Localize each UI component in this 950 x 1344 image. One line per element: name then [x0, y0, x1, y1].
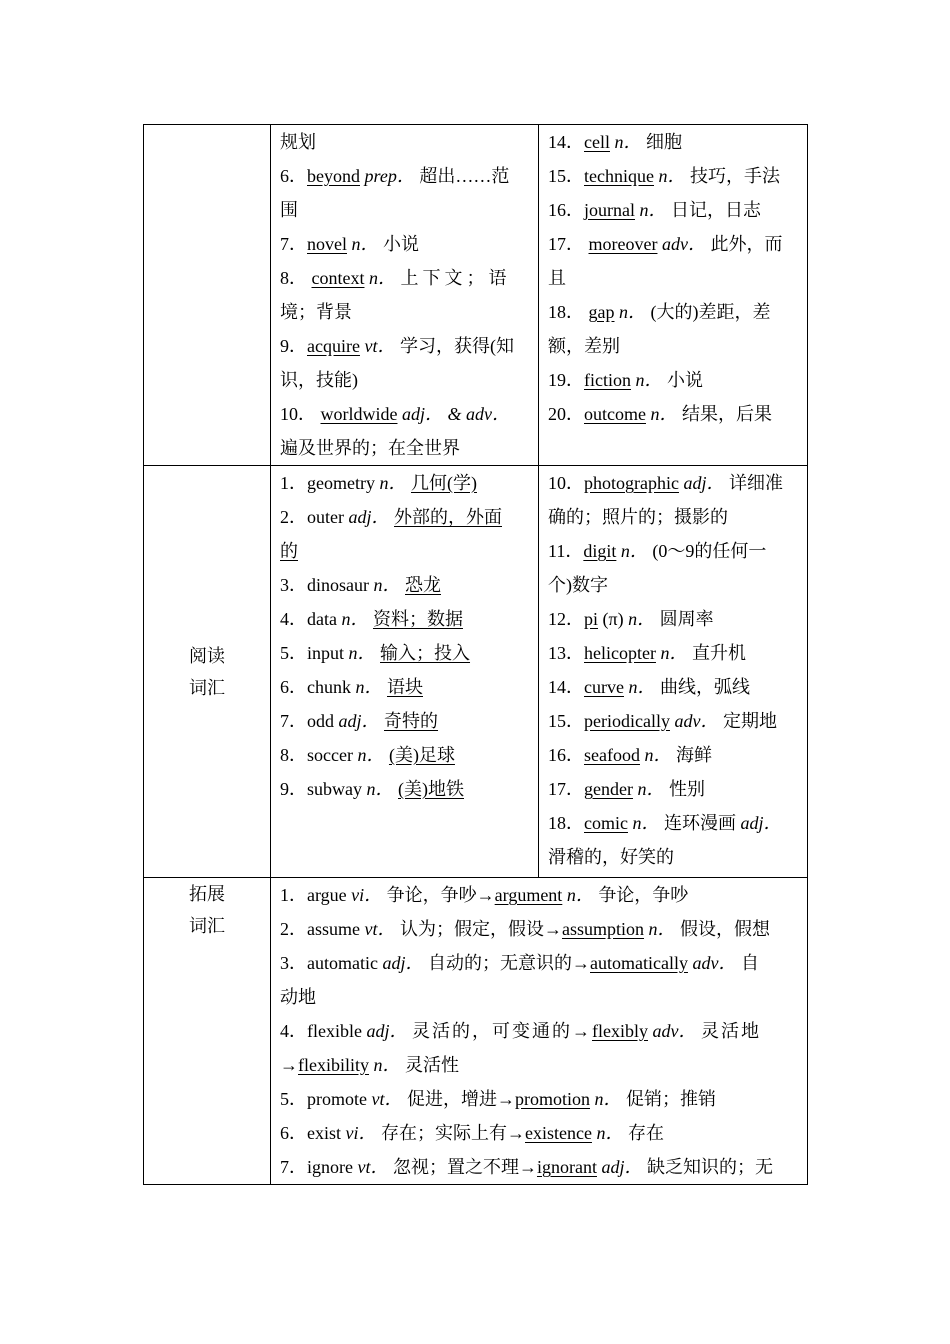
meaning: 学习，获得(知 — [399, 336, 514, 356]
word: context — [311, 268, 365, 288]
meaning: 存在 — [627, 1123, 664, 1143]
list-item — [548, 704, 799, 738]
meaning: 定期地 — [722, 711, 777, 731]
row-label-line: 阅读 — [189, 645, 225, 666]
list-item — [548, 568, 799, 602]
list-item — [548, 329, 799, 363]
word: digit — [583, 541, 617, 561]
list-item — [548, 500, 799, 534]
list-item — [548, 363, 799, 397]
part-of-speech: n． — [620, 541, 648, 561]
part-of-speech: vt． — [371, 1089, 403, 1109]
word: cell — [584, 132, 610, 152]
word: 8．soccer — [280, 745, 353, 765]
row-label-reading-vocab — [144, 466, 271, 878]
word: fiction — [584, 370, 631, 390]
part-of-speech: n． — [644, 745, 672, 765]
part-of-speech: adj． — [683, 473, 725, 493]
item-number: 16． — [548, 200, 584, 220]
list-item — [280, 431, 530, 465]
item-number: 18． — [548, 302, 584, 322]
meaning: 争论，争吵 — [598, 885, 689, 905]
list-item — [280, 772, 530, 806]
vocabulary-table — [143, 124, 808, 1185]
row-label-empty — [144, 125, 271, 466]
meaning: 灵活的，可变通的→ — [412, 1021, 592, 1041]
part-of-speech: vt． — [357, 1157, 389, 1177]
meaning: 连环漫画 — [663, 813, 736, 833]
part-of-speech: n． — [619, 302, 646, 322]
meaning: 小说 — [667, 370, 703, 390]
item-number: 10． — [548, 473, 584, 493]
item-number: 17． — [548, 234, 584, 254]
table-row-core-continued — [144, 125, 808, 466]
item-text: 规划 — [280, 132, 316, 152]
word: gender — [584, 779, 633, 799]
part-of-speech: n． — [566, 885, 594, 905]
part-of-speech: n． — [379, 473, 407, 493]
part-of-speech: adj． — [366, 1021, 408, 1041]
word: moreover — [588, 234, 658, 254]
list-item — [280, 125, 530, 159]
derived-word: argument — [494, 885, 563, 905]
list-item — [280, 636, 530, 670]
meaning-answer: 语块 — [387, 677, 423, 697]
word: 6．exist — [280, 1123, 341, 1143]
item-number: 16． — [548, 745, 584, 765]
meaning: 遍及世界的；在全世界 — [280, 438, 460, 458]
meaning: 动地 — [280, 987, 316, 1007]
row-label-extended-vocab — [144, 878, 271, 1185]
part-of-speech: vt． — [364, 336, 396, 356]
part-of-speech: n． — [639, 200, 667, 220]
core-vocab-right-column — [539, 125, 808, 466]
list-item — [280, 1116, 799, 1150]
list-item — [280, 670, 530, 704]
word: worldwide — [320, 404, 398, 424]
list-item — [548, 772, 799, 806]
word: 9．subway — [280, 779, 362, 799]
list-item — [548, 261, 799, 295]
part-of-speech: n． — [596, 1123, 624, 1143]
part-of-speech: adj． — [348, 507, 390, 527]
list-item — [548, 125, 799, 159]
part-of-speech: adv． — [692, 953, 737, 973]
reading-vocab-right-column — [539, 466, 808, 878]
part-of-speech: n． — [658, 166, 686, 186]
word: gap — [588, 302, 615, 322]
list-item — [280, 500, 530, 534]
part-of-speech: n． — [635, 370, 663, 390]
table-row-reading-vocab — [144, 466, 808, 878]
part-of-speech: adv． — [652, 1021, 697, 1041]
word: 1．geometry — [280, 473, 375, 493]
word: helicopter — [584, 643, 656, 663]
arrow: → — [280, 1055, 298, 1075]
word: 6．chunk — [280, 677, 351, 697]
meaning-answer: 几何(学) — [410, 473, 477, 493]
part-of-speech: n． — [373, 575, 401, 595]
list-item — [548, 295, 799, 329]
word: technique — [584, 166, 654, 186]
part-of-speech: adv． — [674, 711, 719, 731]
list-item — [280, 878, 799, 912]
word: photographic — [584, 473, 679, 493]
item-number: 14． — [548, 132, 584, 152]
meaning-answer: 外部的，外面 — [394, 507, 502, 527]
word: 4．flexible — [280, 1021, 362, 1041]
derived-word: flexibility — [298, 1055, 369, 1075]
core-vocab-left-column — [271, 125, 539, 466]
part-of-speech: n． — [366, 779, 394, 799]
part-of-speech: adj． — [338, 711, 380, 731]
meaning: 争论，争吵→ — [386, 885, 495, 905]
part-of-speech: n． — [660, 643, 688, 663]
meaning: 灵活性 — [405, 1055, 459, 1075]
meaning-answer: (美)足球 — [388, 745, 455, 765]
word: 2．outer — [280, 507, 344, 527]
list-item — [280, 1082, 799, 1116]
part-of-speech: vi． — [345, 1123, 377, 1143]
item-number: 19． — [548, 370, 584, 390]
word: journal — [584, 200, 635, 220]
meaning: 存在；实际上有→ — [381, 1123, 525, 1143]
item-number: 9． — [280, 336, 307, 356]
row-label-line: 词汇 — [189, 916, 225, 936]
list-item — [280, 295, 530, 329]
part-of-speech: adj． — [401, 404, 443, 424]
meaning: 自 — [740, 953, 759, 973]
meaning: 促进，增进→ — [407, 1089, 515, 1109]
list-item — [548, 159, 799, 193]
word: 1．argue — [280, 885, 347, 905]
word: acquire — [307, 336, 360, 356]
list-item — [548, 602, 799, 636]
word: 3．dinosaur — [280, 575, 369, 595]
list-item — [280, 738, 530, 772]
item-number: 8． — [280, 268, 307, 288]
meaning: (0～9的任何一 — [652, 541, 767, 561]
item-number: 17． — [548, 779, 584, 799]
meaning-answer: 奇特的 — [384, 711, 439, 731]
part-of-speech: adj． — [382, 953, 424, 973]
meaning: 细胞 — [645, 132, 682, 152]
list-item — [280, 1014, 799, 1048]
reading-vocab-left-column — [271, 466, 539, 878]
part-of-speech: adv． — [661, 234, 706, 254]
meaning: 小说 — [383, 234, 419, 254]
part-of-speech: & adv． — [447, 404, 510, 424]
word: beyond — [307, 166, 360, 186]
item-number: 13． — [548, 643, 584, 663]
word: comic — [584, 813, 628, 833]
meaning-answer: 的 — [280, 541, 298, 561]
list-item — [280, 1150, 799, 1184]
meaning: 直升机 — [691, 643, 746, 663]
part-of-speech: adj． — [740, 813, 782, 833]
word: periodically — [584, 711, 670, 731]
part-of-speech: n． — [614, 132, 642, 152]
word: seafood — [584, 745, 640, 765]
item-number: 18． — [548, 813, 584, 833]
word: 2．assume — [280, 919, 360, 939]
part-of-speech: n． — [632, 813, 660, 833]
list-item — [548, 670, 799, 704]
part-of-speech: n． — [650, 404, 678, 424]
meaning: 识，技能) — [280, 370, 358, 390]
derived-word: automatically — [590, 953, 688, 973]
meaning: 自动的；无意识的→ — [428, 953, 590, 973]
meaning-answer: (美)地铁 — [398, 779, 464, 799]
part-of-speech: n． — [357, 745, 385, 765]
meaning: 滑稽的，好笑的 — [548, 847, 674, 867]
list-item — [280, 193, 530, 227]
part-of-speech: n． — [594, 1089, 622, 1109]
word: curve — [584, 677, 624, 697]
meaning: 且 — [548, 268, 566, 288]
item-number: 6． — [280, 166, 307, 186]
meaning: 认为；假定，假设→ — [400, 919, 562, 939]
word: 7．ignore — [280, 1157, 353, 1177]
list-item — [280, 466, 530, 500]
item-number: 10． — [280, 404, 316, 424]
item-number: 11． — [548, 541, 584, 561]
meaning-answer: 资料；数据 — [372, 609, 463, 629]
table-row-extended-vocab — [144, 878, 808, 1185]
meaning: 性别 — [668, 779, 705, 799]
derived-word: assumption — [562, 919, 645, 939]
item-number: 14． — [548, 677, 584, 697]
list-item — [548, 466, 799, 500]
part-of-speech: n． — [351, 234, 379, 254]
part-of-speech: adj． — [601, 1157, 643, 1177]
list-item — [280, 159, 530, 193]
part-of-speech: n． — [648, 919, 676, 939]
derived-word: ignorant — [536, 1157, 597, 1177]
part-of-speech: prep． — [364, 166, 415, 186]
list-item — [280, 1048, 799, 1082]
list-item — [280, 912, 799, 946]
list-item — [280, 704, 530, 738]
part-of-speech: n． — [348, 643, 376, 663]
meaning: 境；背景 — [280, 302, 352, 322]
list-item — [280, 946, 799, 980]
meaning: 此外，而 — [710, 234, 783, 254]
meaning: 圆周率 — [659, 609, 714, 629]
extended-vocab-column — [271, 878, 808, 1185]
part-of-speech: n． — [628, 677, 656, 697]
item-number: 15． — [548, 711, 584, 731]
row-label-line: 词汇 — [189, 677, 225, 698]
meaning: 忽视；置之不理→ — [392, 1157, 537, 1177]
part-of-speech: n． — [637, 779, 665, 799]
word: 3．automatic — [280, 953, 378, 973]
derived-word: promotion — [515, 1089, 590, 1109]
meaning: 曲线，弧线 — [659, 677, 750, 697]
list-item — [280, 602, 530, 636]
meaning: 结果，后果 — [681, 404, 772, 424]
meaning: 缺乏知识的；无 — [647, 1157, 773, 1177]
word: 7．odd — [280, 711, 334, 731]
meaning: 灵活地 — [701, 1021, 761, 1041]
meaning: 额，差别 — [548, 336, 620, 356]
part-of-speech: n． — [368, 268, 396, 288]
list-item — [548, 534, 799, 568]
part-of-speech: n． — [341, 609, 369, 629]
list-item — [280, 227, 530, 261]
word: pi — [584, 609, 599, 629]
meaning: 个)数字 — [548, 575, 608, 595]
list-item — [280, 534, 530, 568]
word: 4．data — [280, 609, 337, 629]
meaning: (大的)差距，差 — [650, 302, 771, 322]
meaning: 超出……范 — [419, 166, 510, 186]
meaning: 详细准 — [729, 473, 783, 493]
derived-word: flexibly — [592, 1021, 648, 1041]
list-item — [548, 397, 799, 431]
symbol: (π) — [602, 609, 624, 629]
meaning: 上下文；语 — [400, 268, 511, 288]
list-item — [280, 568, 530, 602]
part-of-speech: n． — [628, 609, 656, 629]
meaning: 促销；推销 — [626, 1089, 716, 1109]
row-label-line: 拓展 — [189, 884, 225, 904]
word: outcome — [584, 404, 646, 424]
part-of-speech: n． — [355, 677, 383, 697]
part-of-speech: vt． — [364, 919, 396, 939]
meaning: 围 — [280, 200, 298, 220]
derived-word: existence — [525, 1123, 592, 1143]
meaning-answer: 输入；投入 — [380, 643, 471, 663]
item-number: 20． — [548, 404, 584, 424]
word: 5．input — [280, 643, 345, 663]
list-item — [280, 329, 530, 363]
meaning: 假设，假想 — [680, 919, 771, 939]
meaning: 确的；照片的；摄影的 — [548, 507, 728, 527]
list-item — [548, 806, 799, 840]
meaning: 日记，日志 — [671, 200, 761, 220]
list-item — [548, 227, 799, 261]
list-item — [548, 840, 799, 874]
meaning-answer: 恐龙 — [405, 575, 441, 595]
item-number: 15． — [548, 166, 584, 186]
meaning: 海鲜 — [675, 745, 712, 765]
list-item — [548, 636, 799, 670]
list-item — [280, 363, 530, 397]
list-item — [280, 980, 799, 1014]
list-item — [548, 193, 799, 227]
item-number: 7． — [280, 234, 307, 254]
list-item — [548, 738, 799, 772]
word: 5．promote — [280, 1089, 367, 1109]
meaning: 技巧，手法 — [689, 166, 780, 186]
item-number: 12． — [548, 609, 584, 629]
word: novel — [307, 234, 347, 254]
list-item — [280, 261, 530, 295]
part-of-speech: vi． — [351, 885, 383, 905]
part-of-speech: n． — [373, 1055, 401, 1075]
list-item — [280, 397, 530, 431]
